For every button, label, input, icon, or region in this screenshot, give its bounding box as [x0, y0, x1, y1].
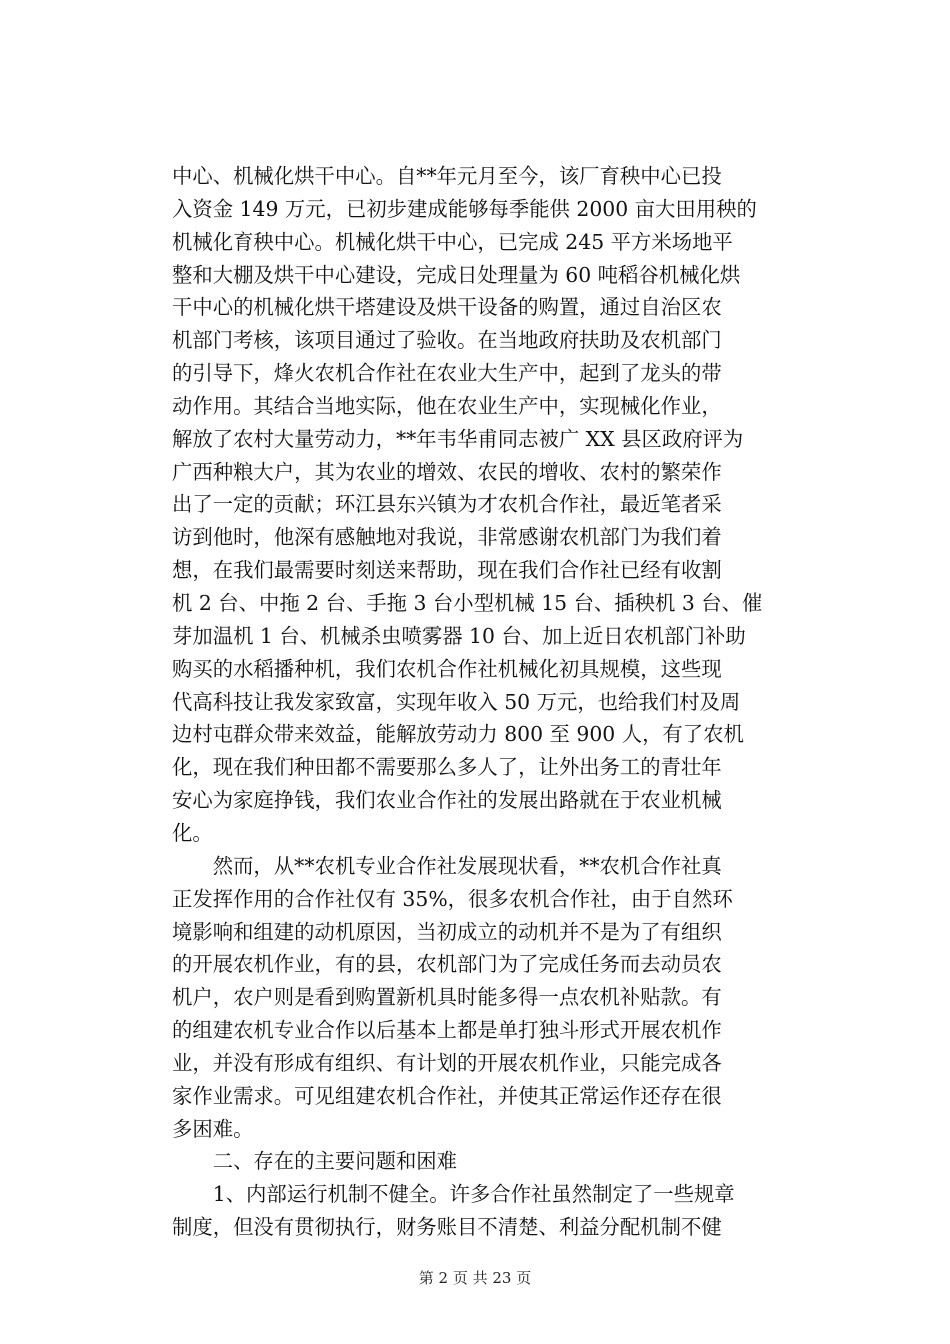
body-text-line: 化。 — [172, 820, 213, 845]
paragraph-text-line: 1、内部运行机制不健全。许多合作社虽然制定了一些规章 — [172, 1182, 735, 1207]
body-text-line: 入资金 149 万元，已初步建成能够每季能供 2000 亩大田用秧的 — [172, 196, 757, 221]
paragraph-text-line: 然而，从**农机专业合作社发展现状看，**农机合作社真 — [172, 853, 722, 878]
body-text-line: 动作用。其结合当地实际，他在农业生产中，实现械化作业， — [172, 393, 722, 418]
body-text-line: 广西种粮大户，其为农业的增效、农民的增收、农村的繁荣作 — [172, 459, 722, 484]
paragraph-text-line: 多困难。 — [172, 1116, 254, 1141]
paragraph-text-line: 家作业需求。可见组建农机合作社，并使其正常运作还存在很 — [172, 1083, 722, 1108]
paragraph-text-line: 业，并没有形成有组织、有计划的开展农机作业，只能完成各 — [172, 1050, 722, 1075]
body-text-line: 出了一定的贡献；环江县东兴镇为才农机合作社，最近笔者采 — [172, 492, 722, 517]
body-text-line: 干中心的机械化烘干塔建设及烘干设备的购置，通过自治区农 — [172, 295, 722, 320]
paragraph-text-line: 制度，但没有贯彻执行，财务账目不清楚、利益分配机制不健 — [172, 1215, 722, 1240]
body-text-line: 想，在我们最需要时刻送来帮助，现在我们合作社已经有收割 — [172, 558, 722, 583]
body-text-line: 芽加温机 1 台、机械杀虫喷雾器 10 台、加上近日农机部门补助 — [172, 623, 746, 648]
section-heading: 二、存在的主要问题和困难 — [172, 1149, 458, 1174]
body-text-line: 整和大棚及烘干中心建设，完成日处理量为 60 吨稻谷机械化烘 — [172, 262, 741, 287]
paragraph-text-line: 的组建农机专业合作以后基本上都是单打独斗形式开展农机作 — [172, 1018, 722, 1043]
paragraph-text-line: 机户，农户则是看到购置新机具时能多得一点农机补贴款。有 — [172, 985, 722, 1010]
body-text-line: 代高科技让我发家致富，实现年收入 50 万元，也给我们村及周 — [172, 689, 741, 714]
paragraph-text-line: 正发挥作用的合作社仅有 35%，很多农机合作社，由于自然环 — [172, 886, 733, 911]
body-text-line: 边村屯群众带来效益，能解放劳动力 800 至 900 人，有了农机 — [172, 722, 744, 747]
paragraph-text-line: 的开展农机作业，有的县，农机部门为了完成任务而去动员农 — [172, 952, 722, 977]
body-text-line: 化，现在我们种田都不需要那么多人了，让外出务工的青壮年 — [172, 755, 722, 780]
paragraph-text-line: 境影响和组建的动机原因，当初成立的动机并不是为了有组织 — [172, 919, 722, 944]
body-text-line: 中心、机械化烘干中心。自**年元月至今，该厂育秧中心已投 — [172, 164, 722, 188]
body-text-line: 机械化育秧中心。机械化烘干中心，已完成 245 平方米场地平 — [172, 229, 733, 254]
page-number-footer: 第 2 页 共 23 页 — [418, 1269, 532, 1287]
body-text-line: 访到他时，他深有感触地对我说，非常感谢农机部门为我们着 — [172, 525, 722, 550]
body-text-line: 机 2 台、中拖 2 台、手拖 3 台小型机械 15 台、插秧机 3 台、催 — [172, 591, 763, 616]
body-text-line: 购买的水稻播种机，我们农机合作社机械化初具规模，这些现 — [172, 656, 722, 681]
body-text-line: 机部门考核，该项目通过了验收。在当地政府扶助及农机部门 — [172, 328, 722, 353]
body-text-line: 安心为家庭挣钱，我们农业合作社的发展出路就在于农业机械 — [172, 788, 722, 813]
body-text-line: 解放了农村大量劳动力，**年韦华甫同志被广 XX 县区政府评为 — [172, 426, 744, 451]
body-text-line: 的引导下，烽火农机合作社在农业大生产中，起到了龙头的带 — [172, 361, 722, 386]
